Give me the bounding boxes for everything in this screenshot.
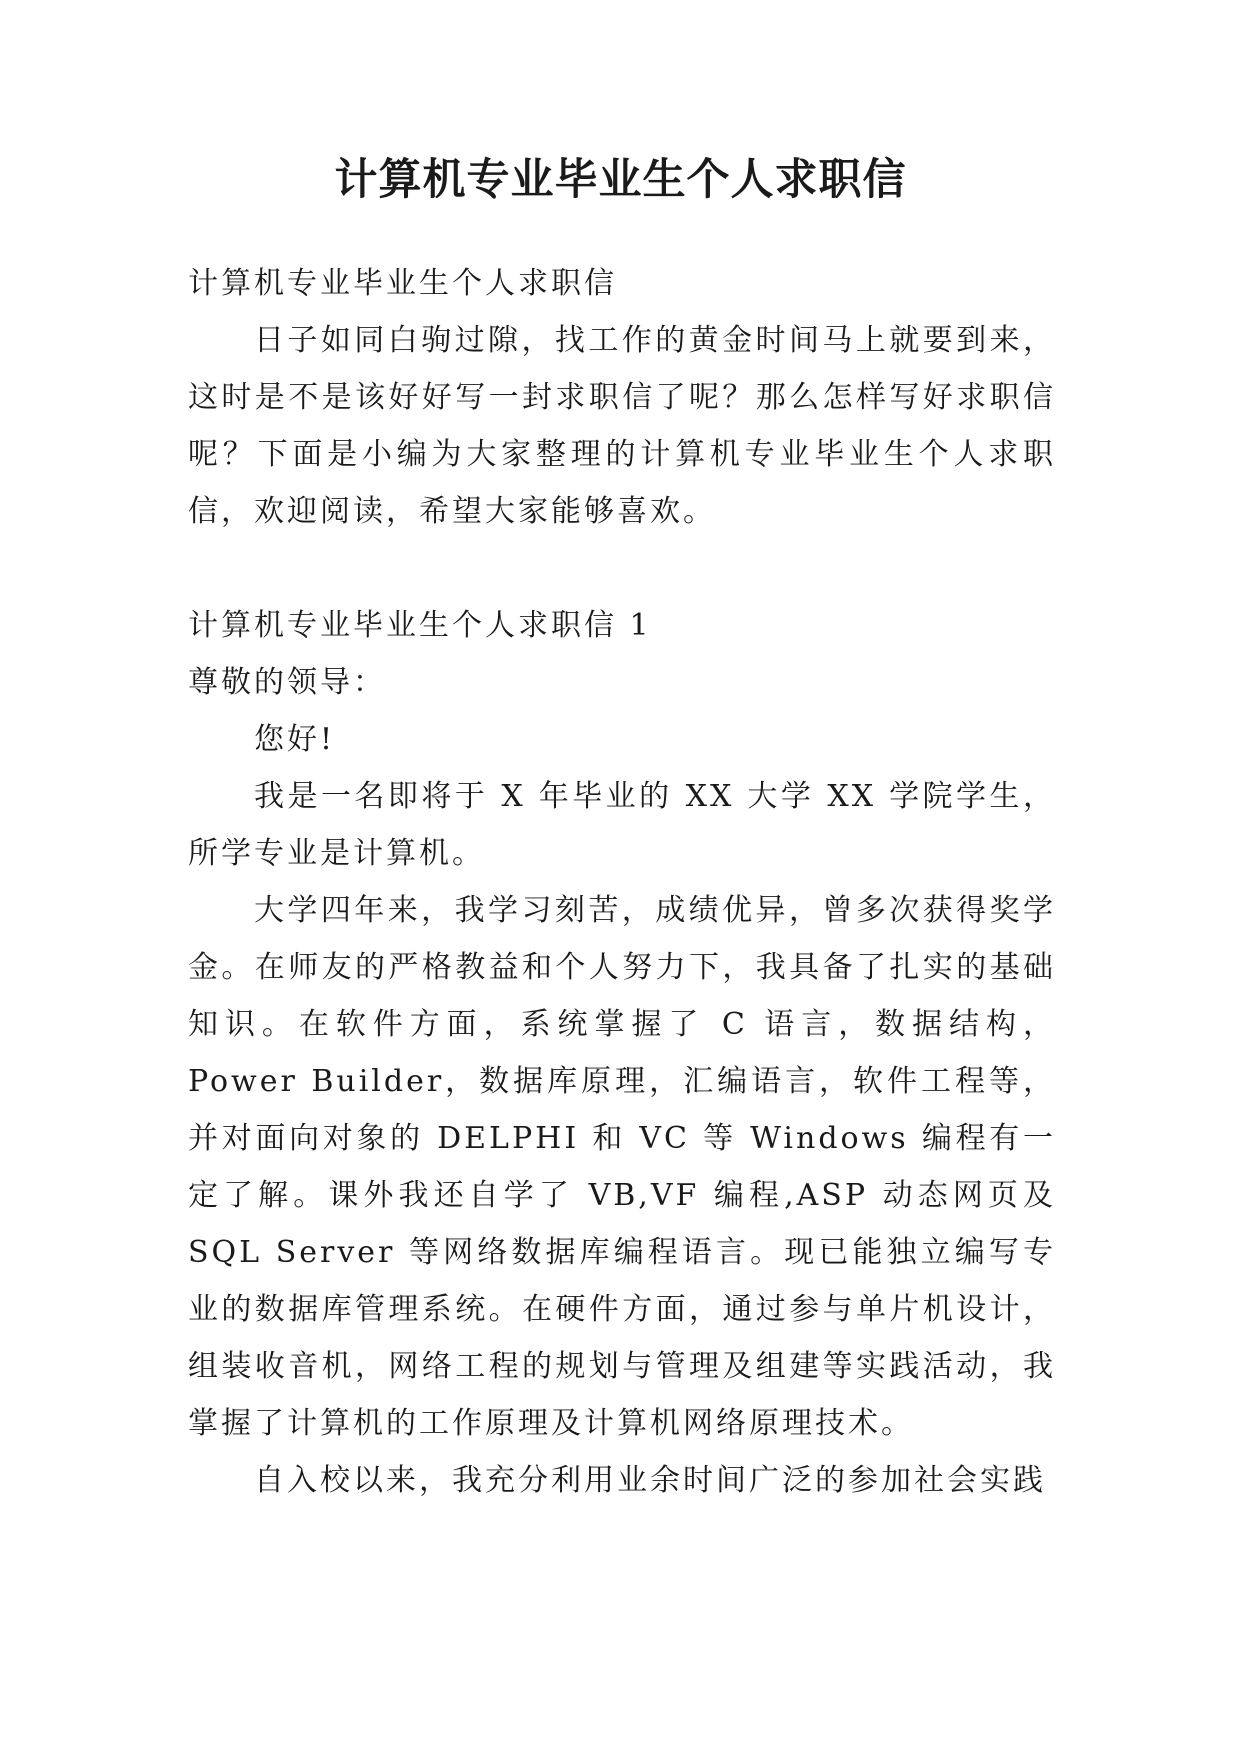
intro-paragraph: 日子如同白驹过隙，找工作的黄金时间马上就要到来，这时是不是该好好写一封求职信了呢？那么怎样写好求职信呢？下面是小编为大家整理的计算机专业毕业生个人求职信，欢迎阅读，希望大家能够喜欢。	[188, 323, 1056, 529]
document-body	[188, 255, 1056, 1509]
document-title: 计算机专业毕业生个人求职信	[334, 155, 907, 205]
paragraph-spacer	[188, 540, 1056, 597]
section-heading: 计算机专业毕业生个人求职信 1	[188, 608, 652, 643]
salutation: 尊敬的领导：	[188, 665, 386, 700]
body-paragraph-skills: 大学四年来，我学习刻苦，成绩优异，曾多次获得奖学金。在师友的严格教益和个人努力下，我具备了扎实的基础知识。在软件方面，系统掌握了 C 语言，数据结构，Power Builder，数据库原理，汇编语言，软件工程等，并对面向对象的 DELPHI 和 VC 等 Windows 编程有一定了解。课外我还自学了 VB,VF 编程,ASP 动态网页及 SQL Server 等网络数据库编程语言。现已能独立编写专业的数据库管理系统。在硬件方面，通过参与单片机设计，组装收音机，网络工程的规划与管理及组建等实践活动，我掌握了计算机的工作原理及计算机网络原理技术。	[188, 893, 1056, 1441]
greeting: 您好!	[254, 722, 336, 757]
document-subtitle: 计算机专业毕业生个人求职信	[188, 266, 617, 301]
body-paragraph-introduction: 我是一名即将于 X 年毕业的 XX 大学 XX 学院学生，所学专业是计算机。	[188, 779, 1056, 871]
body-paragraph-practice: 自入校以来，我充分利用业余时间广泛的参加社会实践	[254, 1463, 1046, 1498]
